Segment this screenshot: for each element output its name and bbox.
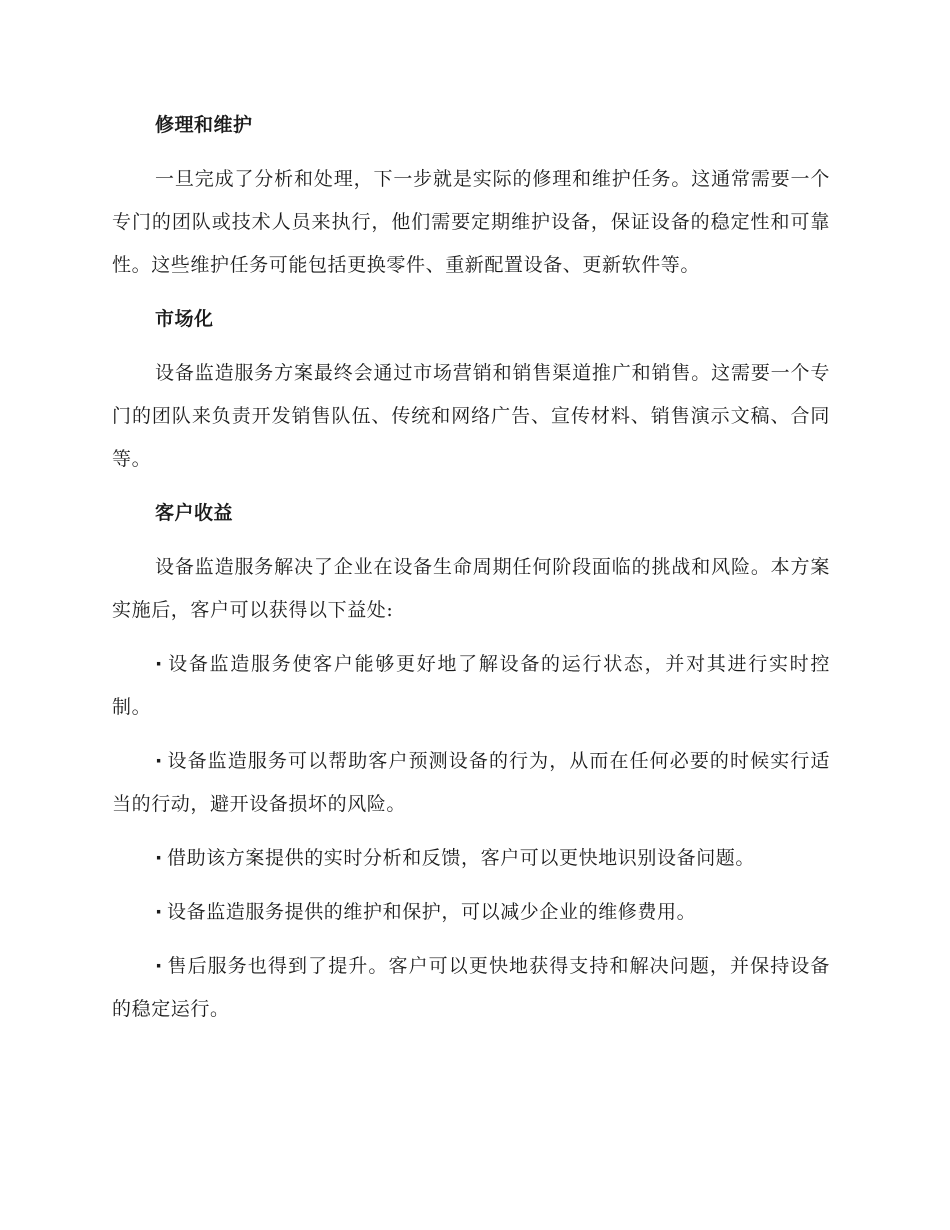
document-page bbox=[112, 104, 830, 1042]
list-item bbox=[112, 945, 830, 1031]
bullet-icon: · bbox=[155, 955, 163, 977]
bullet-icon: · bbox=[155, 901, 163, 923]
list-item-text: 设备监造服务使客户能够更好地了解设备的运行状态，并对其进行实时控制。 bbox=[112, 653, 830, 718]
list-item-text: 售后服务也得到了提升。客户可以更快地获得支持和解决问题，并保持设备的稳定运行。 bbox=[112, 955, 830, 1020]
list-item-text: 设备监造服务提供的维护和保护，可以减少企业的维修费用。 bbox=[167, 901, 697, 923]
bullet-icon: · bbox=[155, 653, 163, 675]
section-heading: 修理和维护 bbox=[155, 114, 253, 136]
list-item bbox=[112, 740, 830, 826]
section-heading: 客户收益 bbox=[155, 502, 234, 524]
section-paragraph: 设备监造服务方案最终会通过市场营销和销售渠道推广和销售。这需要一个专门的团队来负责开发销售队伍、传统和网络广告、宣传材料、销售演示文稿、合同等。 bbox=[112, 362, 830, 470]
section-repair-maintenance bbox=[112, 104, 830, 287]
section-marketing bbox=[112, 298, 830, 481]
section-paragraph: 设备监造服务解决了企业在设备生命周期任何阶段面临的挑战和风险。本方案实施后，客户可以获得以下益处: bbox=[112, 556, 830, 621]
section-heading: 市场化 bbox=[155, 308, 214, 330]
list-item-text: 借助该方案提供的实时分析和反馈，客户可以更快地识别设备问题。 bbox=[167, 847, 756, 869]
benefit-list bbox=[112, 643, 830, 1031]
section-paragraph: 一旦完成了分析和处理，下一步就是实际的修理和维护任务。这通常需要一个专门的团队或技术人员来执行，他们需要定期维护设备，保证设备的稳定性和可靠性。这些维护任务可能包括更换零件、重新配置设备、更新软件等。 bbox=[112, 168, 830, 276]
list-item bbox=[112, 891, 830, 934]
section-customer-benefits bbox=[112, 492, 830, 1031]
list-item-text: 设备监造服务可以帮助客户预测设备的行为，从而在任何必要的时候实行适当的行动，避开设备损坏的风险。 bbox=[112, 750, 830, 815]
list-item bbox=[112, 643, 830, 729]
bullet-icon: · bbox=[155, 750, 163, 772]
bullet-icon: · bbox=[155, 847, 163, 869]
list-item bbox=[112, 837, 830, 880]
